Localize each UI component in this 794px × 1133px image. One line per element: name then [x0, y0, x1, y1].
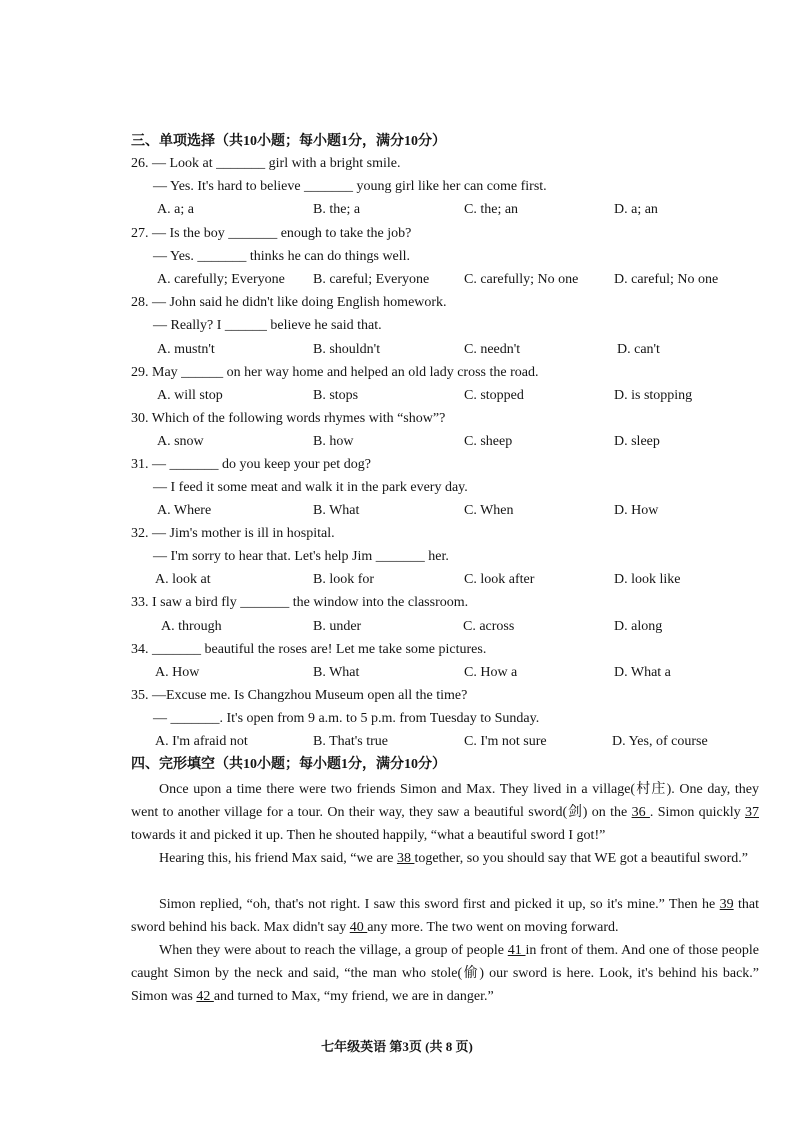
q30-option-b: B. how [313, 434, 354, 449]
q35-option-c: C. I'm not sure [464, 734, 547, 749]
q27-option-d: D. careful; No one [614, 272, 719, 287]
blank-38: 38 [396, 851, 415, 866]
q32-line-1: 32. — Jim's mother is ill in hospital. [131, 526, 335, 541]
blank-41: 41 [507, 943, 526, 958]
blank-39: 39 [719, 897, 734, 912]
blank-36: 36 [631, 805, 650, 821]
cloze-p2-text-2: together, so you should say that WE got a beautiful sword.” [414, 851, 748, 866]
blank-37: 37 [745, 805, 759, 821]
q30-option-a: A. snow [157, 434, 204, 449]
q33-option-b: B. under [313, 619, 362, 634]
q29-option-c: C. stopped [464, 388, 524, 403]
q30-option-d: D. sleep [614, 434, 660, 449]
q34-line-1: 34. _______ beautiful the roses are! Let me take some pictures. [131, 642, 487, 657]
q28-line-2: — Really? I ______ believe he said that. [153, 318, 382, 333]
q35-option-d: D. Yes, of course [612, 734, 708, 749]
blank-40: 40 [349, 920, 368, 936]
q35-option-b: B. That's true [313, 734, 388, 749]
section-4-heading: 四、完形填空（共10小题；每小题1分，满分10分） [131, 757, 446, 772]
q35-line-2: — _______. It's open from 9 a.m. to 5 p.m. from Tuesday to Sunday. [153, 711, 540, 726]
cloze-paragraph-1 [131, 778, 759, 848]
cloze-p4-text-2: in front of them. And one of those people caught Simon by the neck and said, “the man who stole(偷) our sword is here. Look, it's behind his back.” Simon was [131, 943, 759, 1005]
cloze-p3-text-2: that sword behind his back. Max didn't say [131, 897, 759, 936]
section-3-heading: 三、单项选择（共10小题；每小题1分，满分10分） [131, 134, 446, 149]
q29-option-d: D. is stopping [614, 388, 693, 403]
q32-option-b: B. look for [313, 572, 375, 587]
q33-option-a: A. through [161, 619, 222, 634]
q26-option-c: C. the; an [464, 202, 519, 217]
cloze-p1-text-2: . Simon quickly [649, 805, 745, 821]
q29-option-a: A. will stop [157, 388, 223, 403]
cloze-p4-text-3: and turned to Max, “my friend, we are in danger.” [213, 989, 494, 1005]
q32-option-d: D. look like [614, 572, 681, 587]
cloze-p3-text-1: Simon replied, “oh, that's not right. I saw this sword first and picked it up, so it's mine.” Then he [159, 897, 720, 912]
cloze-p4-text-1: When they were about to reach the village, a group of people [159, 943, 508, 958]
q35-line-1: 35. —Excuse me. Is Changzhou Museum open all the time? [131, 688, 468, 703]
q29-line-1: 29. May ______ on her way home and helped an old lady cross the road. [131, 365, 539, 380]
q27-line-2: — Yes. _______ thinks he can do things well. [153, 249, 411, 264]
q34-option-d: D. What a [614, 665, 671, 680]
q28-option-d: D. can't [617, 342, 660, 357]
cloze-p3-text-3: any more. The two went on moving forward. [367, 920, 619, 936]
q26-option-a: A. a; a [157, 202, 194, 217]
q26-line-1: 26. — Look at _______ girl with a bright smile. [131, 156, 401, 171]
q31-line-1: 31. — _______ do you keep your pet dog? [131, 457, 371, 472]
q28-option-c: C. needn't [464, 342, 521, 357]
cloze-p1-text-3: towards it and picked it up. Then he shouted happily, “what a beautiful sword I got!” [131, 828, 606, 844]
blank-42: 42 [196, 989, 214, 1005]
q28-option-a: A. mustn't [157, 342, 215, 357]
q29-option-b: B. stops [313, 388, 359, 403]
q33-line-1: 33. I saw a bird fly _______ the window into the classroom. [131, 595, 469, 610]
q31-option-d: D. How [614, 503, 659, 518]
q31-option-b: B. What [313, 503, 360, 518]
q34-option-c: C. How a [464, 665, 518, 680]
cloze-p1-text-1: Once upon a time there were two friends Simon and Max. They lived in a village(村庄). One day, they went to another village for a tour. On their way, they saw a beautiful sword(剑) on the [131, 782, 759, 821]
q27-option-b: B. careful; Everyone [313, 272, 430, 287]
cloze-paragraph-2 [131, 847, 759, 870]
q34-option-a: A. How [155, 665, 200, 680]
cloze-paragraph-4 [131, 939, 759, 1009]
q27-option-a: A. carefully; Everyone [157, 272, 285, 287]
q27-option-c: C. carefully; No one [464, 272, 579, 287]
q27-line-1: 27. — Is the boy _______ enough to take the job? [131, 226, 412, 241]
q26-option-b: B. the; a [313, 202, 361, 217]
q26-line-2: — Yes. It's hard to believe _______ young girl like her can come first. [153, 179, 547, 194]
cloze-p2-text-1: Hearing this, his friend Max said, “we are [159, 851, 397, 866]
q31-line-2: — I feed it some meat and walk it in the park every day. [153, 480, 468, 495]
q32-option-a: A. look at [155, 572, 211, 587]
q34-option-b: B. What [313, 665, 360, 680]
q28-line-1: 28. — John said he didn't like doing English homework. [131, 295, 447, 310]
q26-option-d: D. a; an [614, 202, 658, 217]
q35-option-a: A. I'm afraid not [155, 734, 248, 749]
q33-option-d: D. along [614, 619, 663, 634]
q31-option-c: C. When [464, 503, 514, 518]
q31-option-a: A. Where [157, 503, 212, 518]
page-footer: 七年级英语 第3页 (共 8 页) [321, 1039, 473, 1054]
cloze-paragraph-3 [131, 893, 759, 939]
q33-option-c: C. across [463, 619, 515, 634]
q28-option-b: B. shouldn't [313, 342, 381, 357]
q32-line-2: — I'm sorry to hear that. Let's help Jim _______ her. [153, 549, 449, 564]
q30-option-c: C. sheep [464, 434, 513, 449]
q30-line-1: 30. Which of the following words rhymes with “show”? [131, 411, 446, 426]
q32-option-c: C. look after [464, 572, 535, 587]
